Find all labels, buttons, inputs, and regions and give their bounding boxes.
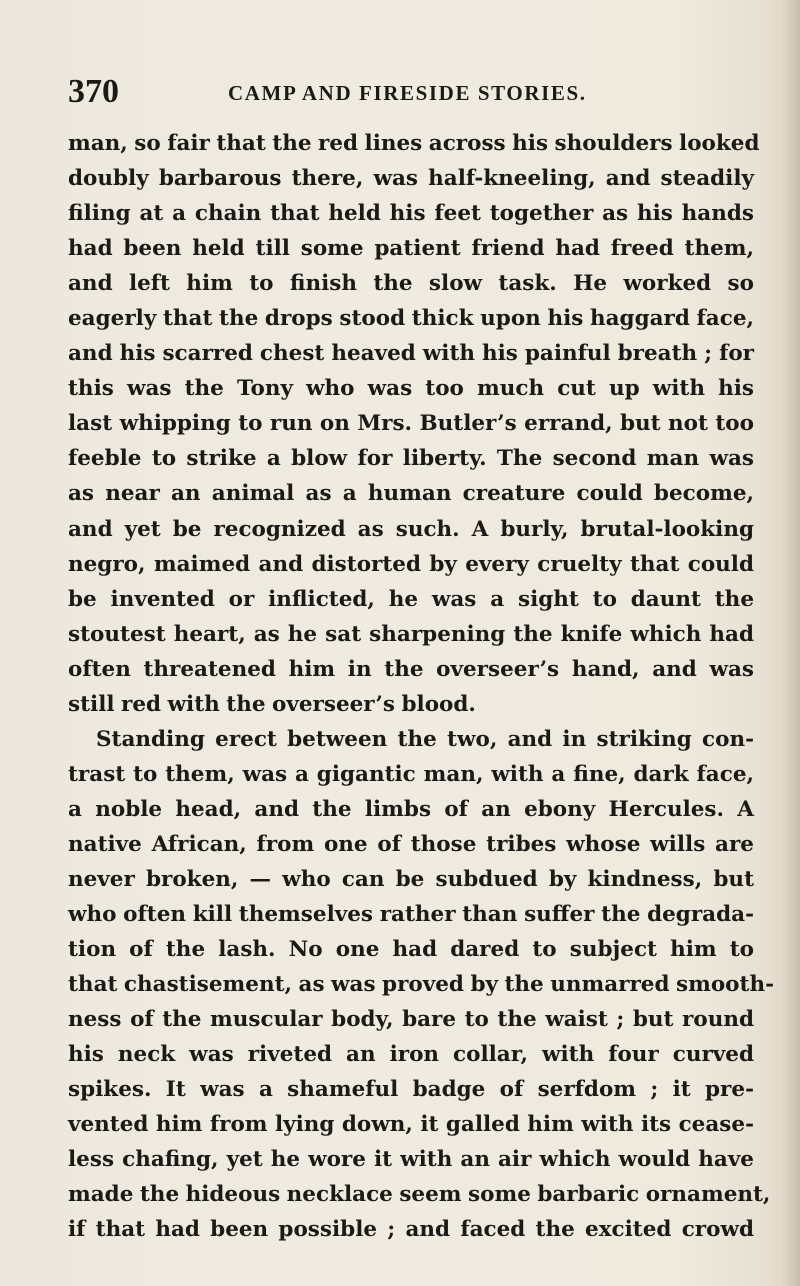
text-line: a noble head, and the limbs of an ebony Hercules. A	[68, 796, 754, 822]
text-line: and left him to finish the slow task. He worked so	[68, 271, 754, 297]
text-line: never broken, — who can be subdued by kindness, but	[68, 866, 754, 892]
text-line: often threatened him in the overseer’s hand, and was	[68, 656, 754, 682]
text-line: vented him from lying down, it galled him with its cease-	[68, 1112, 754, 1138]
text-line: negro, maimed and distorted by every cruelty that could	[68, 551, 754, 577]
text-line: feeble to strike a blow for liberty. The second man was	[68, 446, 754, 472]
text-line: and his scarred chest heaved with his painful breath ; for	[68, 341, 754, 367]
text-line: had been held till some patient friend had freed them,	[68, 236, 754, 262]
text-line: Standing erect between the two, and in striking con-	[96, 726, 754, 752]
text-line: if that had been possible ; and faced the excited crowd	[68, 1217, 754, 1243]
text-line: and yet be recognized as such. A burly, brutal-looking	[68, 516, 754, 542]
page-number: 370	[68, 73, 119, 110]
text-line: eagerly that the drops stood thick upon his haggard face,	[68, 306, 754, 332]
text-line: this was the Tony who was too much cut up with his	[68, 376, 754, 402]
text-line: still red with the overseer’s blood.	[68, 691, 476, 717]
text-line: doubly barbarous there, was half-kneeling, and steadily	[68, 166, 754, 192]
text-line: last whipping to run on Mrs. Butler’s errand, but not too	[68, 411, 754, 437]
text-line: that chastisement, as was proved by the unmarred smooth-	[68, 972, 775, 998]
text-line: as near an animal as a human creature could become,	[68, 481, 754, 507]
text-line: stoutest heart, as he sat sharpening the knife which had	[68, 621, 754, 647]
body-text	[68, 126, 775, 1248]
text-line: trast to them, was a gigantic man, with a fine, dark face,	[68, 761, 754, 787]
text-line: his neck was riveted an iron collar, with four curved	[68, 1042, 754, 1068]
text-line: man, so fair that the red lines across his shoulders looked	[68, 131, 760, 156]
running-head: CAMP AND FIRESIDE STORIES.	[228, 81, 587, 105]
text-line: who often kill themselves rather than suffer the degrada-	[68, 902, 754, 928]
page-edge-shadow	[782, 0, 800, 1286]
text-line: made the hideous necklace seem some barbaric ornament,	[68, 1182, 771, 1208]
text-line: tion of the lash. No one had dared to subject him to	[68, 937, 754, 963]
text-line: less chafing, yet he wore it with an air which would have	[68, 1147, 754, 1173]
text-line: native African, from one of those tribes whose wills are	[68, 831, 754, 857]
text-line: be invented or inflicted, he was a sight to daunt the	[68, 586, 754, 612]
text-line: filing at a chain that held his feet together as his hands	[68, 201, 754, 227]
text-line: spikes. It was a shameful badge of serfdom ; it pre-	[68, 1077, 754, 1103]
page-header	[68, 74, 748, 114]
text-line: ness of the muscular body, bare to the waist ; but round	[68, 1007, 754, 1033]
